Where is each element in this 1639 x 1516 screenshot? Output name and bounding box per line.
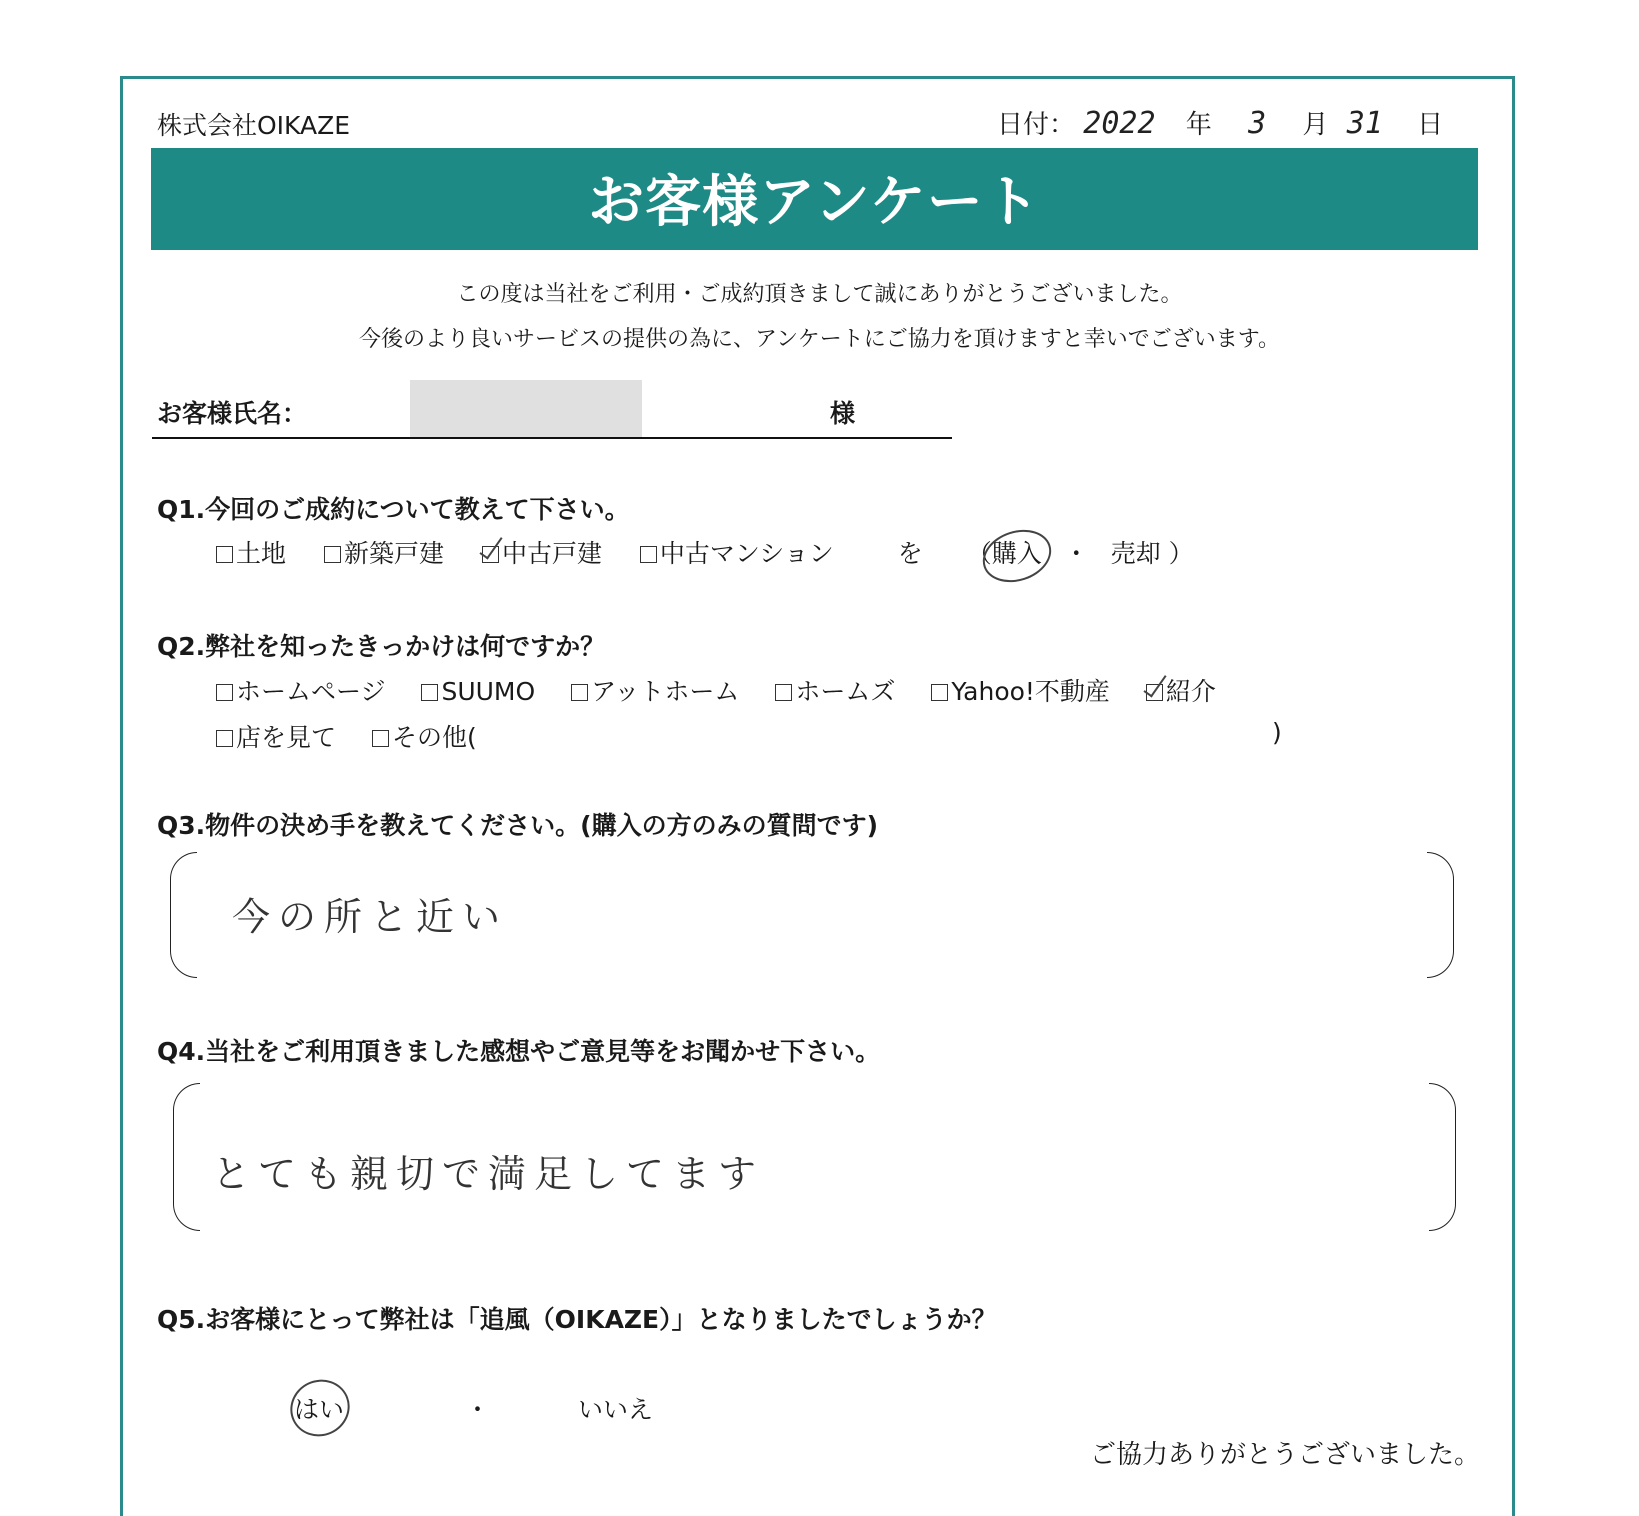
q1-question: Q1.今回のご成約について教えて下さい。 bbox=[157, 495, 630, 524]
q5-dot: ・ bbox=[465, 1395, 491, 1424]
checkbox-icon[interactable] bbox=[372, 730, 389, 747]
q1-choice-sale[interactable]: 売却 bbox=[1110, 539, 1161, 568]
q5-question: Q5.お客様にとって弊社は「追風（OIKAZE）」となりましたでしょうか？ bbox=[157, 1305, 997, 1334]
checkbox-icon[interactable] bbox=[421, 684, 438, 701]
q1-choice-purchase[interactable]: 購入 bbox=[992, 539, 1042, 568]
q4-bracket-right-icon bbox=[1429, 1083, 1456, 1231]
q4-question: Q4.当社をご利用頂きました感想やご意見等をお聞かせ下さい。 bbox=[157, 1037, 881, 1066]
company-name: 株式会社OIKAZE bbox=[157, 111, 351, 140]
q1-option-used-condo[interactable]: 中古マンション bbox=[640, 539, 834, 568]
q2-question: Q2.弊社を知ったきっかけは何ですか？ bbox=[157, 632, 606, 661]
thanks-message: ご協力ありがとうございました。 bbox=[1090, 1440, 1481, 1470]
checkbox-icon[interactable] bbox=[216, 684, 233, 701]
q2-option-homepage[interactable]: ホームページ bbox=[216, 677, 386, 706]
title-band bbox=[151, 148, 1478, 250]
q4-answer[interactable]: とても親切で満足してます bbox=[212, 1152, 765, 1196]
checkbox-checked-icon[interactable] bbox=[482, 546, 499, 563]
q3-bracket-right-icon bbox=[1427, 852, 1454, 978]
q2-options-row-2 bbox=[216, 718, 477, 754]
customer-name-suffix: 様 bbox=[830, 399, 856, 428]
q1-option-land[interactable]: 土地 bbox=[216, 539, 286, 568]
date-label: 日付： bbox=[997, 110, 1076, 140]
customer-name-field[interactable] bbox=[410, 380, 642, 437]
intro-line-1: この度は当社をご利用・ご成約頂きまして誠にありがとうございました。 bbox=[456, 282, 1183, 307]
date-day[interactable]: 31 bbox=[1346, 106, 1383, 141]
q4-bracket-left-icon bbox=[173, 1083, 200, 1231]
date-year-unit: 年 bbox=[1185, 110, 1212, 140]
date-month-unit: 月 bbox=[1302, 110, 1329, 140]
date-field bbox=[997, 104, 1443, 141]
q2-option-other[interactable]: その他( bbox=[372, 723, 477, 752]
checkbox-icon[interactable] bbox=[216, 546, 233, 563]
q1-paren-open: （ bbox=[966, 539, 992, 568]
checkbox-icon[interactable] bbox=[216, 730, 233, 747]
q1-paren-close: ） bbox=[1168, 539, 1194, 568]
q1-dot: ・ bbox=[1063, 539, 1089, 568]
q1-options bbox=[216, 534, 1194, 570]
name-underline bbox=[152, 437, 952, 439]
q1-connector: を bbox=[897, 539, 923, 568]
q3-answer[interactable]: 今の所と近い bbox=[232, 895, 509, 939]
q5-no[interactable]: いいえ bbox=[578, 1395, 654, 1424]
checkbox-icon[interactable] bbox=[931, 684, 948, 701]
q5-yes[interactable]: はい bbox=[294, 1390, 344, 1426]
q2-option-referral[interactable]: 紹介 bbox=[1146, 677, 1216, 706]
q1-option-used-house[interactable]: 中古戸建 bbox=[482, 539, 602, 568]
q3-question: Q3.物件の決め手を教えてください。(購入の方のみの質問です) bbox=[157, 811, 878, 840]
q2-other-close: ) bbox=[1272, 718, 1282, 747]
page-title: お客様アンケート bbox=[588, 170, 1041, 235]
q2-option-yahoo[interactable]: Yahoo!不動産 bbox=[931, 677, 1110, 706]
checkbox-checked-icon[interactable] bbox=[1146, 684, 1163, 701]
checkbox-icon[interactable] bbox=[640, 546, 657, 563]
date-month[interactable]: 3 bbox=[1248, 106, 1267, 141]
q2-option-homes[interactable]: ホームズ bbox=[775, 677, 895, 706]
q2-option-suumo[interactable]: SUUMO bbox=[421, 677, 535, 706]
checkbox-icon[interactable] bbox=[775, 684, 792, 701]
q2-options-row-1 bbox=[216, 672, 1216, 708]
intro-line-2: 今後のより良いサービスの提供の為に、アンケートにご協力を頂けますと幸いでございます。 bbox=[359, 327, 1280, 352]
checkbox-icon[interactable] bbox=[571, 684, 588, 701]
checkbox-icon[interactable] bbox=[324, 546, 341, 563]
q3-bracket-left-icon bbox=[170, 852, 197, 978]
q2-option-store[interactable]: 店を見て bbox=[216, 723, 336, 752]
date-year[interactable]: 2022 bbox=[1083, 106, 1156, 141]
date-day-unit: 日 bbox=[1417, 110, 1444, 140]
customer-name-label: お客様氏名： bbox=[157, 399, 308, 428]
q2-option-athome[interactable]: アットホーム bbox=[571, 677, 739, 706]
q1-option-new-house[interactable]: 新築戸建 bbox=[324, 539, 444, 568]
